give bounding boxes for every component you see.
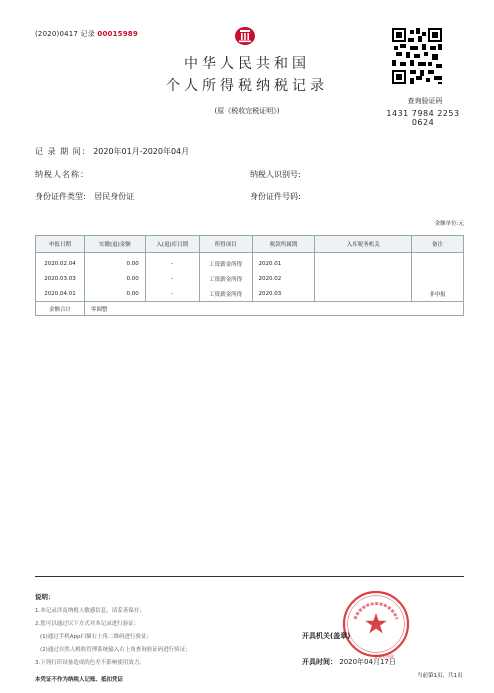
official-seal-icon <box>341 589 411 659</box>
table-row <box>36 272 464 287</box>
taxpayer-name-label: 纳税人名称： <box>35 170 89 179</box>
table-row <box>36 287 464 302</box>
note-bold-line: 本凭证不作为纳税人记账、抵扣凭证 <box>35 677 124 683</box>
id-type <box>35 191 134 202</box>
total-label: 金额合计 <box>36 302 85 316</box>
cell-remark <box>412 272 464 287</box>
cell-period: 2020.02 <box>252 272 315 287</box>
page-number: 当前第1页，共1页 <box>417 673 463 679</box>
note-line: 2.您可以通过以下方式对本记录进行验证： <box>35 621 140 627</box>
taxpayer-id <box>250 169 301 180</box>
doc-number: (2020)0417 <box>35 30 79 38</box>
col-header-stock-date: 入(退)库日期 <box>145 236 199 253</box>
subtitle: (原《税收完税证明》) <box>214 107 280 115</box>
amount-unit-note: 金额单位:元 <box>434 221 464 227</box>
issuer-label: 开具机关(盖章) <box>302 632 351 640</box>
cell-item: 工资薪金所得 <box>199 287 252 302</box>
tax-emblem-icon <box>234 26 256 46</box>
table-total-row <box>36 302 464 316</box>
record-label: 记录 <box>80 30 95 38</box>
col-header-amount: 实缴(退)金额 <box>84 236 145 253</box>
total-value: 零圆整 <box>84 302 463 316</box>
col-header-office: 入库税务机关 <box>315 236 412 253</box>
cell-office <box>315 287 412 302</box>
verify-code-label: 查询验证码 <box>407 97 443 105</box>
id-number <box>250 191 301 202</box>
cell-stock-date: - <box>145 287 199 302</box>
cell-period: 2020.03 <box>252 287 315 302</box>
notes-title: 说明： <box>35 593 55 601</box>
cell-remark: 非申报 <box>412 287 464 302</box>
footer-divider <box>35 576 464 577</box>
cell-item: 工资薪金所得 <box>199 253 252 272</box>
cell-date: 2020.03.03 <box>36 272 85 287</box>
col-header-period: 税款所属期 <box>252 236 315 253</box>
col-header-item: 所得项目 <box>199 236 252 253</box>
issue-time-value: 2020年04月17日 <box>339 658 396 666</box>
note-line: 1.本记录涉及纳税人敏感信息，请妥善保存； <box>35 608 145 614</box>
id-number-label: 身份证件号码: <box>250 192 301 201</box>
id-type-value: 居民身份证 <box>94 192 135 201</box>
qr-code-icon <box>392 28 442 84</box>
cell-item: 工资薪金所得 <box>199 272 252 287</box>
cell-amount: 0.00 <box>84 253 145 272</box>
tax-record-table <box>35 235 464 316</box>
verify-code: 1431 7984 2253 0624 <box>386 109 460 127</box>
title-line-2: 个人所得税纳税记录 <box>166 78 328 94</box>
cell-amount: 0.00 <box>84 287 145 302</box>
cell-remark <box>412 253 464 272</box>
cell-stock-date: - <box>145 253 199 272</box>
cell-date: 2020.02.04 <box>36 253 85 272</box>
note-line: (1)通过手机App扫描右上角二维码进行验证； <box>40 634 153 640</box>
taxpayer-id-label: 纳税人识别号: <box>250 170 301 179</box>
col-header-remark: 备注 <box>412 236 464 253</box>
cell-amount: 0.00 <box>84 272 145 287</box>
record-period <box>35 146 189 157</box>
issue-time-label: 开具时间： <box>302 658 337 666</box>
cell-stock-date: - <box>145 272 199 287</box>
record-period-value: 2020年01月-2020年04月 <box>93 147 190 156</box>
record-number: 00015989 <box>97 30 138 38</box>
record-period-label: 记 录 期 间： <box>35 147 91 156</box>
col-header-date: 申报日期 <box>36 236 85 253</box>
doc-number-line <box>35 29 138 39</box>
seal-text: 业务专用章 <box>374 654 394 659</box>
note-line: 3.下列打印设备造成的色差不影响使用效力。 <box>35 660 145 666</box>
table-row <box>36 253 464 272</box>
cell-office <box>315 272 412 287</box>
cell-office <box>315 253 412 272</box>
cell-period: 2020.01 <box>252 253 315 272</box>
title-line-1: 中华人民共和国 <box>184 56 310 72</box>
note-line: (2)通过自然人税收管理系统输入右上角查询验证码进行验证； <box>40 647 191 653</box>
issue-time <box>302 657 396 667</box>
cell-date: 2020.04.01 <box>36 287 85 302</box>
id-type-label: 身份证件类型: <box>35 192 86 201</box>
table-header-row <box>36 236 464 253</box>
taxpayer-name <box>35 169 89 180</box>
